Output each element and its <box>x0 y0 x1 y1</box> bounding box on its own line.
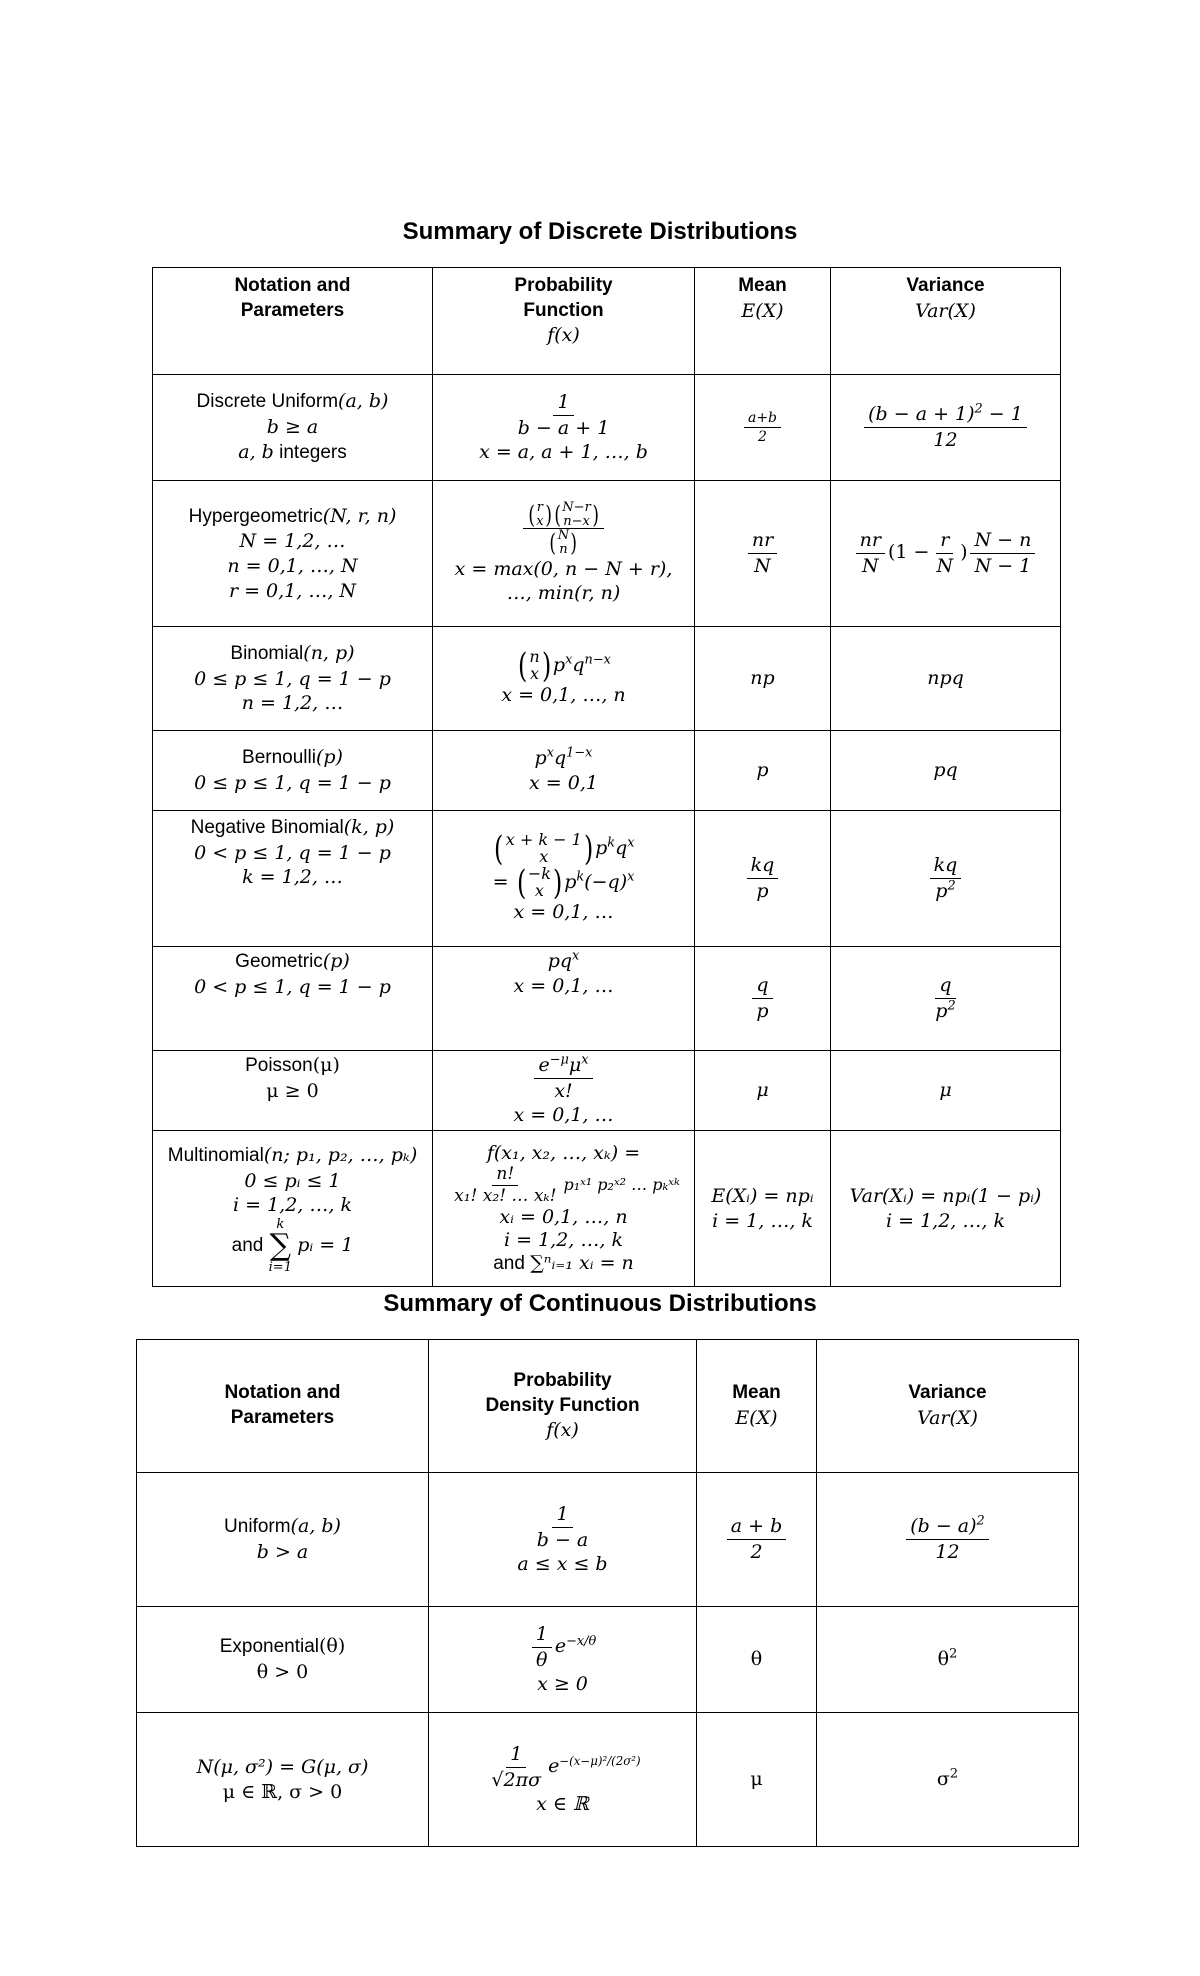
continuous-header-row <box>137 1340 1079 1473</box>
header-notation <box>153 268 433 375</box>
support: x = max(0, n − N + r), <box>454 557 673 580</box>
sum-body: pᵢ = 1 <box>297 1234 354 1257</box>
var-num: (b − a + 1) <box>868 403 975 426</box>
variance-fraction <box>930 853 962 903</box>
dist-name: Negative Binomial <box>190 817 344 838</box>
mean-line: E(Xᵢ) = npᵢ <box>711 1184 814 1207</box>
pdf-den: √2πσ <box>491 1768 542 1791</box>
cell-function <box>433 731 695 811</box>
var-num: nr <box>856 528 885 554</box>
header-mean-symbol: E(X) <box>735 1407 778 1429</box>
row-binomial <box>153 627 1061 731</box>
row-exponential <box>137 1607 1079 1713</box>
param-line: n = 1,2, … <box>241 692 344 715</box>
binom-negk-x: ( −k x ) <box>516 863 563 904</box>
header-function-symbol: f(x) <box>546 1419 579 1442</box>
dist-args: (p) <box>315 746 343 769</box>
variance-fraction <box>931 973 959 1023</box>
header-function-symbol: f(x) <box>547 324 580 347</box>
dist-args: (a, b) <box>290 1515 341 1538</box>
pdf-den: θ <box>536 1648 548 1671</box>
binom-r-x: ( r x ) <box>528 500 552 529</box>
pmf-q: q <box>615 837 628 860</box>
mean-fraction <box>727 1514 787 1564</box>
header-variance <box>817 1340 1079 1473</box>
row-negative-binomial <box>153 811 1061 947</box>
support: a ≤ x ≤ b <box>517 1553 608 1576</box>
cell-notation <box>153 1051 433 1131</box>
cell-mean: np <box>695 627 831 731</box>
cell-mean: μ <box>697 1713 817 1847</box>
mean-fraction <box>744 409 781 446</box>
mean-num: nr <box>748 528 777 554</box>
cell-function <box>433 811 695 947</box>
pdf-num: 1 <box>506 1742 526 1768</box>
pdf-num: 1 <box>552 1502 572 1528</box>
param-line: b ≥ a <box>266 416 319 439</box>
param-line: n = 0,1, …, N <box>227 555 358 577</box>
pmf: pq <box>547 950 573 972</box>
cell-notation <box>153 731 433 811</box>
equals-sign: = <box>492 871 509 894</box>
mean-den: N <box>754 555 771 577</box>
mean-num: a + b <box>727 1514 787 1540</box>
header-function-line2: Density Function <box>485 1394 640 1416</box>
pmf-sup: x <box>572 948 580 964</box>
var-paren-open: (1 − <box>887 541 930 564</box>
cell-function <box>433 627 695 731</box>
header-function-line1: Probability <box>514 275 613 296</box>
pmf-p: p <box>595 837 608 860</box>
row-multinomial <box>153 1131 1061 1287</box>
binom-top: N−r <box>562 500 591 516</box>
variance-fraction <box>864 402 1027 452</box>
cell-notation <box>153 811 433 947</box>
pmf-head: f(x₁, x₂, …, xₖ) = <box>486 1141 641 1164</box>
cell-notation <box>137 1713 429 1847</box>
cell-function <box>433 375 695 481</box>
var-num: (b − a) <box>910 1515 977 1538</box>
cell-mean: μ <box>695 1051 831 1131</box>
pdf-e: e <box>548 1755 560 1778</box>
param-line: 0 ≤ p ≤ 1, q = 1 − p <box>194 772 391 794</box>
binom-bot: n <box>559 541 568 557</box>
cell-variance <box>817 1473 1079 1607</box>
cell-notation <box>137 1607 429 1713</box>
variance-sup: 2 <box>949 1646 958 1662</box>
header-function <box>429 1340 697 1473</box>
row-discrete-uniform <box>153 375 1061 481</box>
var-den: p <box>935 1000 948 1022</box>
mean-den: 2 <box>750 1541 763 1563</box>
dist-args: (n, p) <box>303 641 355 664</box>
header-variance-label: Variance <box>908 1382 987 1404</box>
var-den: N <box>936 555 954 577</box>
support: x = 0,1, …, n <box>501 684 626 707</box>
binom-bot: x <box>534 881 544 901</box>
cell-function <box>433 1131 695 1287</box>
support: xᵢ = 0,1, …, n <box>499 1206 628 1229</box>
param-line: μ ≥ 0 <box>266 1079 319 1102</box>
var-num-tail: − 1 <box>982 403 1023 426</box>
cell-notation <box>153 481 433 627</box>
pmf-sup: x <box>627 835 635 851</box>
sum-upper: k <box>276 1217 285 1233</box>
param-line: 0 < p ≤ 1, q = 1 − p <box>194 975 391 998</box>
dist-name: Hypergeometric <box>188 505 323 527</box>
cell-function <box>429 1473 697 1607</box>
pdf-sup: −x/θ <box>566 1633 597 1649</box>
param-line: i = 1,2, …, k <box>233 1194 352 1217</box>
var-den-sup: 2 <box>947 878 956 894</box>
sum-lower: i=1 <box>268 1260 292 1276</box>
header-mean-symbol: E(X) <box>741 299 784 322</box>
dist-name: Binomial <box>230 642 304 664</box>
discrete-table <box>152 267 1061 1287</box>
cell-variance <box>817 1713 1079 1847</box>
header-function <box>433 268 695 375</box>
cell-notation <box>137 1473 429 1607</box>
var-num: kq <box>930 853 962 879</box>
and-label: and <box>493 1252 525 1274</box>
support: x = 0,1, … <box>513 901 614 924</box>
cell-function <box>433 1051 695 1131</box>
continuous-table <box>136 1339 1079 1847</box>
row-uniform <box>137 1473 1079 1607</box>
binom-top: n <box>529 647 540 667</box>
cell-variance <box>831 947 1061 1051</box>
var-num-sup: 2 <box>974 401 983 417</box>
pmf-q: (−q) <box>584 871 628 894</box>
pmf-q: q <box>572 654 585 677</box>
header-notation-line2: Parameters <box>230 1407 335 1428</box>
cell-notation <box>153 627 433 731</box>
dist-args: (a, b) <box>338 390 389 413</box>
cell-mean: θ <box>697 1607 817 1713</box>
cell-notation <box>153 1131 433 1287</box>
support: …, min(r, n) <box>506 582 621 605</box>
pmf-sup: x <box>546 745 554 761</box>
cell-mean <box>695 481 831 627</box>
cell-mean <box>695 1131 831 1287</box>
cell-variance <box>831 811 1061 947</box>
variance-base: θ <box>937 1648 950 1671</box>
pmf-sup: x <box>565 652 573 668</box>
mean-fraction <box>748 528 777 578</box>
binom-bot: x <box>536 513 544 529</box>
pmf-sup: k <box>607 835 616 851</box>
mean-line: i = 1, …, k <box>712 1209 813 1232</box>
var-den: 12 <box>935 1541 960 1563</box>
pmf-sup: −μ <box>549 1052 569 1068</box>
pdf-e: e <box>554 1635 567 1658</box>
cell-variance: npq <box>831 627 1061 731</box>
header-function-line1: Probability <box>513 1369 612 1391</box>
support-sum: ∑ⁿᵢ₌₁ xᵢ = n <box>530 1251 634 1274</box>
pmf-p: p <box>534 746 547 769</box>
binom-n-x: ( n x ) <box>518 646 551 687</box>
binom-top: r <box>536 500 543 516</box>
dist-name: Uniform <box>224 1516 291 1538</box>
cell-variance <box>817 1607 1079 1713</box>
cell-variance: pq <box>831 731 1061 811</box>
binom-N-n: ( N n ) <box>549 528 578 557</box>
header-mean-label: Mean <box>738 275 787 296</box>
param-line: 0 ≤ pᵢ ≤ 1 <box>244 1169 341 1192</box>
param-line: k = 1,2, … <box>242 866 343 889</box>
continuous-title: Summary of Continuous Distributions <box>383 1290 817 1317</box>
cell-function <box>433 481 695 627</box>
cell-mean <box>695 375 831 481</box>
param-line: r = 0,1, …, N <box>228 579 357 602</box>
row-hypergeometric <box>153 481 1061 627</box>
dist-args: (N, r, n) <box>322 504 397 527</box>
cell-notation <box>153 947 433 1051</box>
pmf-sup: n−x <box>584 652 611 668</box>
header-variance-symbol: Var(X) <box>915 299 976 322</box>
mean-den: p <box>756 880 769 902</box>
var-den: N <box>861 555 879 577</box>
variance-line: Var(Xᵢ) = npᵢ(1 − pᵢ) <box>849 1184 1042 1207</box>
var-den: N − 1 <box>974 555 1032 577</box>
row-normal <box>137 1713 1079 1847</box>
variance-base: σ <box>936 1768 950 1791</box>
discrete-header-row <box>153 268 1061 375</box>
header-variance-label: Variance <box>906 275 985 296</box>
dist-name: Exponential <box>219 1636 320 1658</box>
dist-args: (k, p) <box>343 816 395 838</box>
cell-mean <box>695 947 831 1051</box>
binom-top: −k <box>527 864 551 884</box>
cell-variance <box>831 481 1061 627</box>
header-mean-label: Mean <box>732 1382 781 1404</box>
pmf-e: e <box>538 1054 550 1076</box>
var-num: q <box>935 973 955 999</box>
mean-fraction <box>747 853 779 903</box>
support: x ≥ 0 <box>537 1673 588 1696</box>
dist-args: (μ) <box>312 1054 340 1076</box>
pmf-sup: x <box>627 869 635 885</box>
mean-num: kq <box>747 853 779 879</box>
dist-name: Bernoulli <box>242 747 316 769</box>
pmf-tail: p₁ˣ¹ p₂ˣ² … pₖˣᵏ <box>563 1175 680 1195</box>
row-poisson <box>153 1051 1061 1131</box>
mean-num: a+b <box>744 409 781 428</box>
pdf-fraction <box>532 1622 552 1672</box>
cell-variance <box>831 1131 1061 1287</box>
pmf-den: b − a + 1 <box>517 416 610 439</box>
cell-variance: μ <box>831 1051 1061 1131</box>
var-num-sup: 2 <box>976 1513 985 1529</box>
binom-top: N <box>557 528 570 544</box>
header-variance-symbol: Var(X) <box>917 1407 978 1429</box>
param-line: μ ∈ ℝ, σ > 0 <box>222 1780 343 1803</box>
var-fraction-1 <box>856 528 885 578</box>
dist-args: (θ) <box>319 1635 346 1658</box>
cell-variance <box>831 375 1061 481</box>
header-mean <box>697 1340 817 1473</box>
param-text: integers <box>279 441 347 463</box>
var-den: p <box>935 880 948 902</box>
var-den-sup: 2 <box>947 998 956 1014</box>
binom-bot: x <box>529 664 539 684</box>
cell-function <box>433 947 695 1051</box>
dist-name: Discrete Uniform <box>196 391 339 413</box>
pmf-den: x! <box>554 1079 573 1102</box>
support: x ∈ ℝ <box>536 1793 589 1816</box>
pmf-num: n! <box>492 1164 518 1185</box>
pdf-num: 1 <box>532 1622 552 1648</box>
param-line: b > a <box>256 1541 309 1563</box>
pmf-fraction <box>450 1164 560 1206</box>
param-math: a, b <box>238 440 274 463</box>
param-line: 0 ≤ p ≤ 1, q = 1 − p <box>194 667 391 690</box>
support: x = 0,1, … <box>513 1104 614 1127</box>
mean-den: 2 <box>758 429 767 445</box>
var-fraction-2 <box>932 528 957 578</box>
cell-notation <box>153 375 433 481</box>
var-num: r <box>936 528 953 554</box>
header-variance <box>831 268 1061 375</box>
header-mean <box>695 268 831 375</box>
support: x = 0,1 <box>529 771 598 794</box>
binom-bot: n−x <box>563 513 590 529</box>
discrete-title: Summary of Discrete Distributions <box>402 218 798 245</box>
sum-symbol: k ∑ i=1 <box>268 1217 292 1276</box>
pmf-p: p <box>552 654 566 677</box>
pmf-sup: k <box>576 869 585 885</box>
header-notation-line2: Parameters <box>240 299 345 321</box>
pmf-p: p <box>564 871 577 894</box>
pmf-sup: x <box>581 1052 589 1068</box>
variance-line: i = 1,2, …, k <box>886 1209 1005 1232</box>
mean-fraction <box>752 973 772 1023</box>
pmf-num: 1 <box>553 390 573 416</box>
var-den: 12 <box>933 429 958 451</box>
cell-mean <box>695 811 831 947</box>
pdf-fraction <box>487 1742 545 1792</box>
param-line: N = 1,2, … <box>239 530 346 553</box>
pmf-mu: μ <box>568 1054 582 1076</box>
pdf-sup: −(x−μ)²/(2σ²) <box>559 1753 641 1768</box>
cell-mean: p <box>695 731 831 811</box>
header-notation-line1: Notation and <box>234 275 351 296</box>
param-line: 0 < p ≤ 1, q = 1 − p <box>194 841 391 864</box>
pdf-den: b − a <box>536 1528 589 1551</box>
dist-args: (n; p₁, p₂, …, pₖ) <box>263 1144 418 1167</box>
pdf-fraction <box>533 1502 593 1552</box>
row-bernoulli <box>153 731 1061 811</box>
cell-function <box>429 1713 697 1847</box>
dist-name: Poisson <box>245 1055 313 1076</box>
support: x = a, a + 1, …, b <box>479 441 648 464</box>
header-function-line2: Function <box>523 299 604 321</box>
dist-name: Geometric <box>235 951 323 972</box>
cell-function <box>429 1607 697 1713</box>
support: i = 1,2, …, k <box>504 1228 623 1251</box>
header-notation-line1: Notation and <box>224 1382 341 1404</box>
pmf-q: q <box>553 746 567 769</box>
binom-nr-nx: ( N−r n−x ) <box>554 500 599 529</box>
pmf-den: x₁! x₂! … xₖ! <box>454 1185 557 1206</box>
dist-name: N(μ, σ²) = G(μ, σ) <box>196 1755 369 1778</box>
mean-den: p <box>756 1000 769 1022</box>
cell-mean <box>697 1473 817 1607</box>
mean-num: q <box>752 973 772 999</box>
pmf-sup: 1−x <box>566 745 593 761</box>
binom-top: x + k − 1 <box>505 830 582 850</box>
var-paren-close: ) <box>960 541 968 564</box>
header-notation <box>137 1340 429 1473</box>
var-fraction-3 <box>970 528 1035 578</box>
binom-bot: x <box>539 847 549 867</box>
pmf-fraction <box>534 1053 592 1103</box>
and-label: and <box>231 1235 264 1257</box>
variance-sup: 2 <box>949 1766 959 1782</box>
pmf-fraction <box>523 501 604 557</box>
dist-args: (p) <box>322 950 350 972</box>
variance-fraction <box>906 1514 989 1564</box>
row-geometric <box>153 947 1061 1051</box>
binom-xk1-x: ( x + k − 1 x ) <box>494 829 594 870</box>
param-line: θ > 0 <box>256 1661 309 1683</box>
pmf-fraction <box>514 390 614 440</box>
var-num: N − n <box>970 528 1035 554</box>
dist-name: Multinomial <box>167 1145 264 1167</box>
support: x = 0,1, … <box>513 974 614 997</box>
